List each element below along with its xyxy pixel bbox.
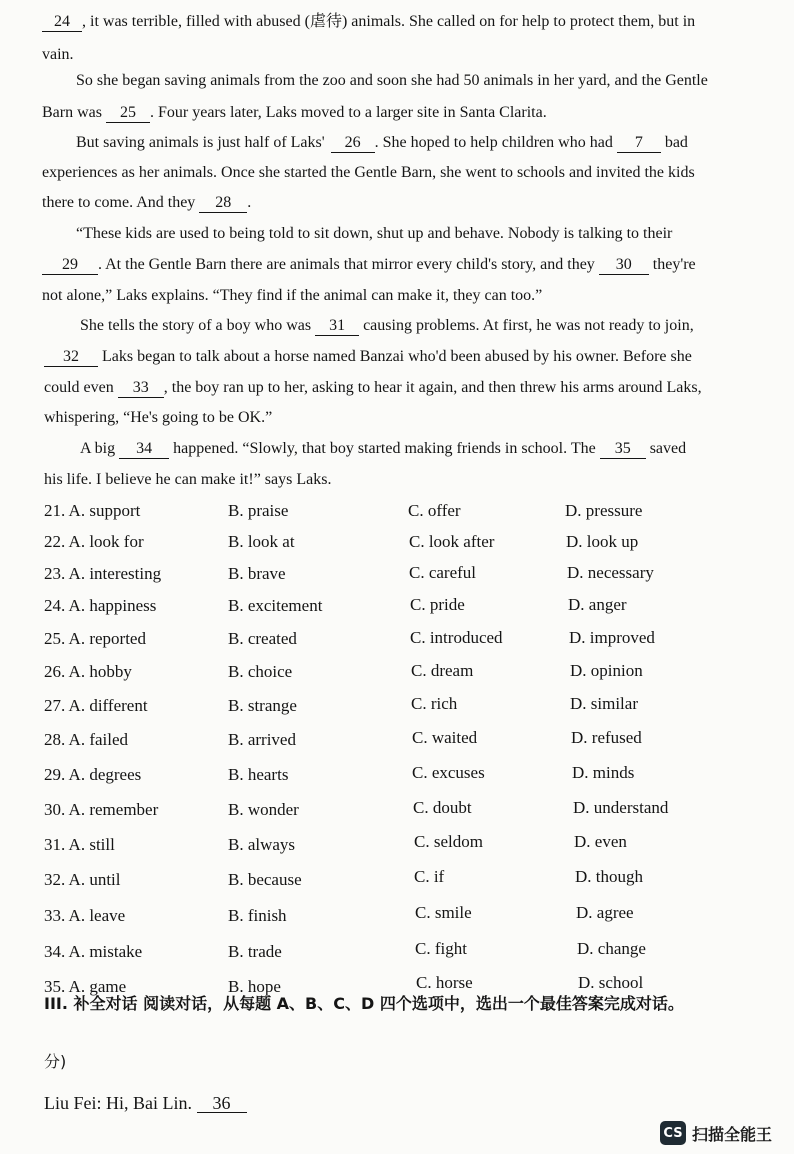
blank-28: 28 [199,194,247,213]
option-34-d: D. change [577,939,646,958]
passage-line: could even 33 , the boy ran up to her, asking to hear it again, and then threw his arms around Laks, [44,379,702,396]
option-28-b: B. arrived [228,730,296,749]
scanner-watermark [660,1121,772,1145]
option-33-c: C. smile [415,903,472,922]
option-30-c: C. doubt [413,798,472,817]
option-32-d: D. though [575,867,643,886]
blank-35: 35 [600,440,646,459]
option-21-d: D. pressure [565,501,643,520]
option-22-d: D. look up [566,532,639,551]
passage-line: 24 , it was terrible, filled with abused (虐待) animals. She called on for help to protect them, but in [42,12,695,32]
passage-line: vain. [42,46,74,63]
option-25-c: C. introduced [410,628,503,647]
option-22-b: B. look at [228,532,295,551]
option-33-d: D. agree [576,903,634,922]
option-21-a: 21. A. support [44,501,141,520]
dialog-line: Liu Fei: Hi, Bai Lin. 36 [44,1093,247,1113]
blank-25: 25 [106,104,150,123]
blank-29: 29 [42,256,98,275]
option-27-b: B. strange [228,696,297,715]
option-30-a: 30. A. remember [44,800,159,819]
option-34-c: C. fight [415,939,467,958]
option-26-c: C. dream [411,661,474,680]
option-30-b: B. wonder [228,800,299,819]
option-24-a: 24. A. happiness [44,596,157,615]
passage-line: Barn was 25 . Four years later, Laks moved to a larger site in Santa Clarita. [42,104,547,121]
option-32-c: C. if [414,867,445,886]
passage-line: there to come. And they 28 . [42,194,252,211]
passage-line: She tells the story of a boy who was 31 causing problems. At first, he was not ready to join, [80,317,694,334]
passage-line: “These kids are used to being told to sit down, shut up and behave. Nobody is talking to their [76,225,673,242]
option-23-a: 23. A. interesting [44,564,162,583]
blank-36: 36 [197,1094,247,1113]
option-26-b: B. choice [228,662,293,681]
option-27-c: C. rich [411,694,458,713]
option-31-c: C. seldom [414,832,483,851]
passage-line: his life. I believe he can make it!” says Laks. [44,471,332,488]
passage-line: whispering, “He's going to be OK.” [44,409,273,426]
option-23-c: C. careful [409,563,477,582]
option-35-d: D. school [578,973,644,992]
blank-30: 30 [599,256,649,275]
option-33-b: B. finish [228,906,287,925]
option-29-a: 29. A. degrees [44,765,142,784]
option-31-a: 31. A. still [44,835,115,854]
option-22-c: C. look after [409,532,495,551]
blank-24: 24 [42,13,82,32]
option-29-d: D. minds [572,763,635,782]
passage-line: experiences as her animals. Once she started the Gentle Barn, she went to schools and invited the kids [42,164,695,181]
option-26-a: 26. A. hobby [44,662,132,681]
camscanner-label: 扫描全能王 [692,1124,773,1144]
blank-26: 26 [331,134,375,153]
option-28-a: 28. A. failed [44,730,129,749]
blank-31: 31 [315,317,359,336]
option-28-c: C. waited [412,728,478,747]
passage-line: not alone,” Laks explains. “They find if the animal can make it, they can too.” [42,287,543,304]
passage-line: But saving animals is just half of Laks' 26 . She hoped to help children who had 7 bad [76,134,688,151]
option-21-b: B. praise [228,501,289,520]
option-24-d: D. anger [568,595,627,614]
option-28-d: D. refused [571,728,642,747]
option-31-b: B. always [228,835,296,854]
option-35-c: C. horse [416,973,473,992]
option-29-c: C. excuses [412,763,485,782]
option-27-d: D. similar [570,694,638,713]
option-25-d: D. improved [569,628,655,647]
blank-33: 33 [118,379,164,398]
option-23-d: D. necessary [567,563,654,582]
option-30-d: D. understand [573,798,669,817]
option-35-a: 35. A. game [44,977,127,996]
option-25-a: 25. A. reported [44,629,146,648]
section-heading: III. 补全对话 阅读对话，从每题 A、B、C、D 四个选项中，选出一个最佳答案完成对话。 [44,994,684,1013]
passage-line: 32 Laks began to talk about a horse named Banzai who'd been abused by his owner. Before she [44,347,692,367]
option-26-d: D. opinion [570,661,643,680]
option-24-c: C. pride [410,595,465,614]
blank-27: 7 [617,134,661,153]
option-24-b: B. excitement [228,596,323,615]
passage-line: A big 34 happened. “Slowly, that boy started making friends in school. The 35 saved [80,440,687,457]
option-32-b: B. because [228,870,302,889]
camscanner-logo-icon: CS [660,1121,686,1145]
passage-line: 29 . At the Gentle Barn there are animals that mirror every child's story, and they 30 they're [42,255,696,275]
blank-32: 32 [44,348,98,367]
option-31-d: D. even [574,832,627,851]
section-heading-cont: 分) [44,1052,67,1071]
option-35-b: B. hope [228,977,281,996]
option-29-b: B. hearts [228,765,289,784]
option-34-a: 34. A. mistake [44,942,143,961]
option-34-b: B. trade [228,942,282,961]
option-22-a: 22. A. look for [44,532,144,551]
passage-line: So she began saving animals from the zoo and soon she had 50 animals in her yard, and the Gentle [76,72,708,89]
option-32-a: 32. A. until [44,870,121,889]
option-25-b: B. created [228,629,297,648]
option-33-a: 33. A. leave [44,906,126,925]
option-27-a: 27. A. different [44,696,148,715]
blank-34: 34 [119,440,169,459]
option-23-b: B. brave [228,564,286,583]
option-21-c: C. offer [408,501,461,520]
